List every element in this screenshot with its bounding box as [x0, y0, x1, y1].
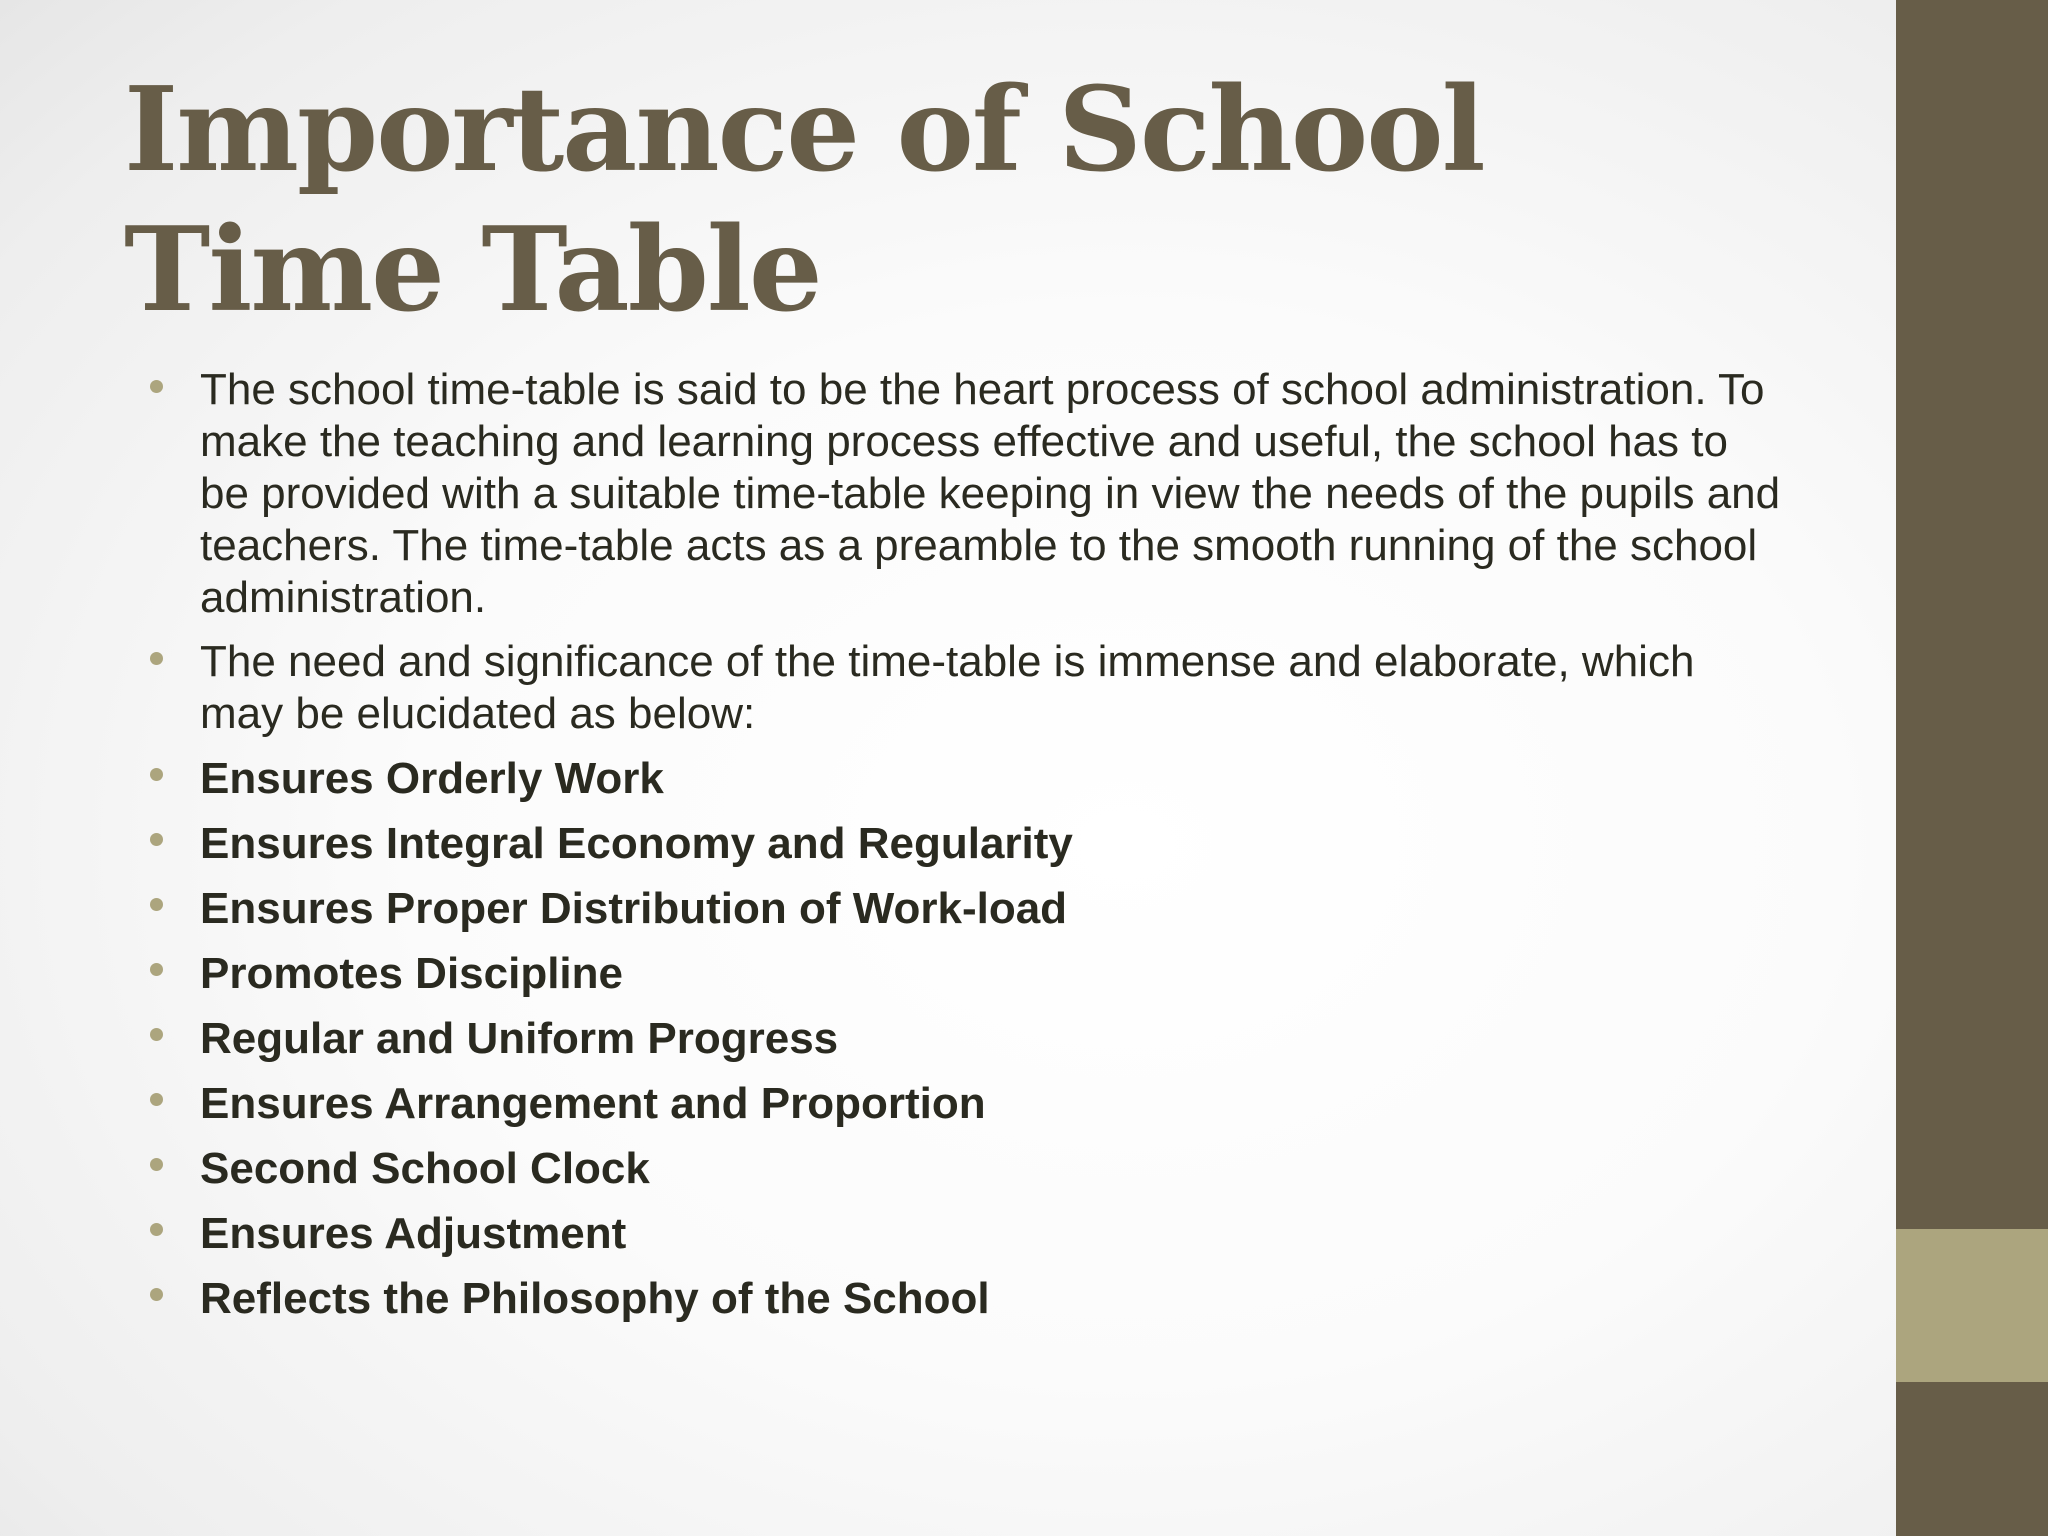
bullet-text: Ensures Proper Distribution of Work-load [200, 884, 1068, 933]
bullet-point [146, 1142, 1786, 1195]
bullet-text: Regular and Uniform Progress [200, 1014, 839, 1063]
bullet-dot-icon [150, 1223, 163, 1236]
side-accent-decoration [1896, 1229, 2048, 1382]
bullet-dot-icon [150, 898, 163, 911]
bullet-text: Second School Clock [200, 1144, 650, 1193]
bullet-point [146, 752, 1786, 805]
bullet-text: Promotes Discipline [200, 949, 624, 998]
bullet-dot-icon [150, 833, 163, 846]
bullet-dot-icon [150, 1093, 163, 1106]
bullet-point [146, 1207, 1786, 1260]
bullet-paragraph [146, 364, 1786, 624]
bullet-text: Ensures Integral Economy and Regularity [200, 819, 1073, 868]
bullet-paragraph [146, 636, 1786, 740]
bullet-dot-icon [150, 1028, 163, 1041]
bullet-text: Reflects the Philosophy of the School [200, 1274, 990, 1323]
bullet-text: Ensures Adjustment [200, 1209, 627, 1258]
bullet-text: The need and significance of the time-table is immense and elaborate, which may be elucidated as below: [200, 637, 1695, 738]
bullet-dot-icon [150, 1158, 163, 1171]
bullet-point [146, 1077, 1786, 1130]
bullet-point [146, 947, 1786, 1000]
bullet-dot-icon [150, 652, 163, 665]
bullet-dot-icon [150, 963, 163, 976]
bullet-text: Ensures Orderly Work [200, 754, 664, 803]
bullet-text: The school time-table is said to be the heart process of school administration. To make the teaching and learning process effective and useful, the school has to be provided with a suitable time-table keeping in view the needs of the pupils and teachers. The time-table acts as a preamble to the smooth running of the school administration. [200, 365, 1781, 622]
bullet-point [146, 817, 1786, 870]
bullet-dot-icon [150, 380, 163, 393]
bullet-dot-icon [150, 768, 163, 781]
bullet-point [146, 882, 1786, 935]
slide-title: Importance of School Time Table [124, 62, 1484, 338]
bullet-text: Ensures Arrangement and Proportion [200, 1079, 986, 1128]
bullet-dot-icon [150, 1288, 163, 1301]
bullet-point [146, 1272, 1786, 1325]
bullet-list [146, 364, 1786, 1337]
bullet-point [146, 1012, 1786, 1065]
